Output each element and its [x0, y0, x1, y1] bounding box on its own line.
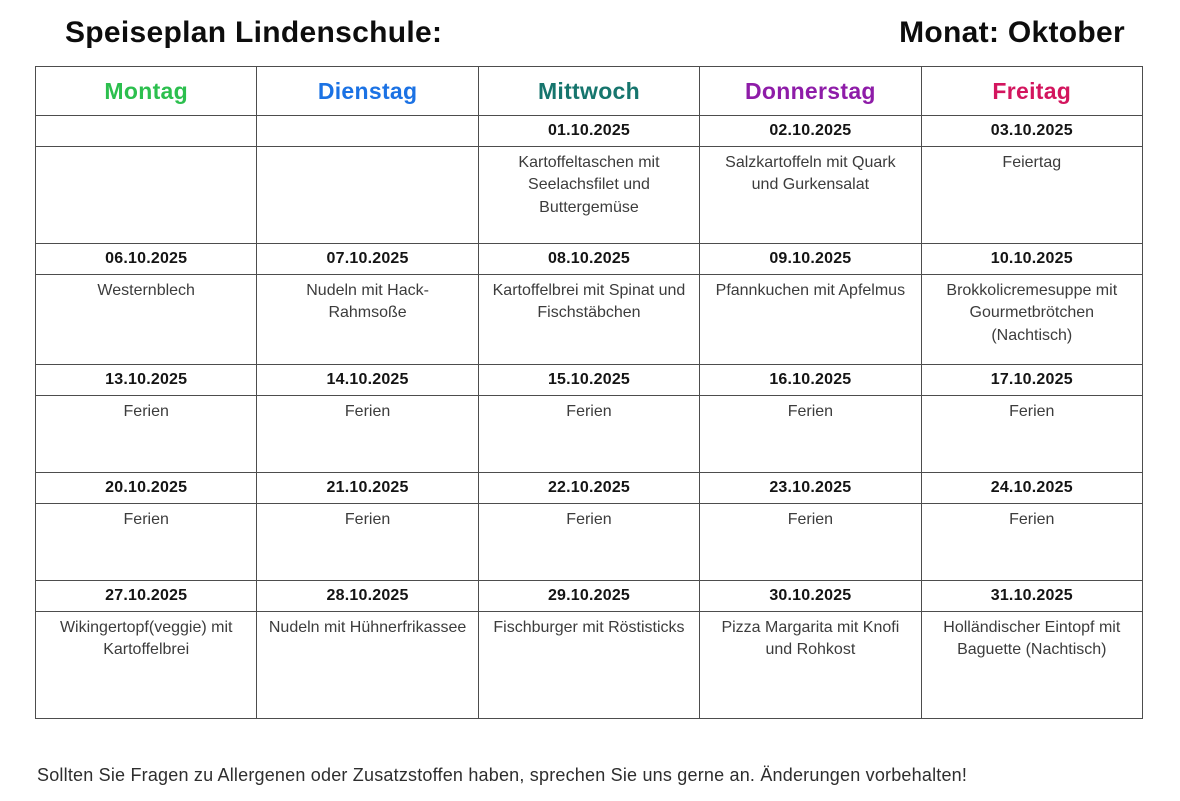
meal-cell: Holländischer Eintopf mit Baguette (Nachtisch) [921, 612, 1142, 719]
meal-cell: Nudeln mit Hack-Rahmsoße [257, 275, 478, 365]
meal-row-week5 [36, 612, 1143, 719]
date-cell: 27.10.2025 [36, 581, 257, 612]
date-cell: 24.10.2025 [921, 473, 1142, 504]
column-header-donnerstag: Donnerstag [700, 67, 921, 116]
meal-cell [257, 147, 478, 244]
date-cell: 20.10.2025 [36, 473, 257, 504]
meal-cell: Ferien [36, 504, 257, 581]
date-cell: 01.10.2025 [478, 116, 699, 147]
date-cell [36, 116, 257, 147]
date-cell [257, 116, 478, 147]
date-cell: 17.10.2025 [921, 365, 1142, 396]
date-cell: 10.10.2025 [921, 244, 1142, 275]
meal-cell: Salzkartoffeln mit Quark und Gurkensalat [700, 147, 921, 244]
date-cell: 31.10.2025 [921, 581, 1142, 612]
date-cell: 23.10.2025 [700, 473, 921, 504]
meal-cell: Ferien [257, 396, 478, 473]
date-cell: 30.10.2025 [700, 581, 921, 612]
meal-cell: Ferien [700, 504, 921, 581]
date-cell: 09.10.2025 [700, 244, 921, 275]
page-title: Speiseplan Lindenschule: [65, 16, 443, 49]
meal-cell: Fischburger mit Röstisticks [478, 612, 699, 719]
meal-row-week2 [36, 275, 1143, 365]
meal-cell: Nudeln mit Hühnerfrikassee [257, 612, 478, 719]
meal-cell: Ferien [478, 396, 699, 473]
meal-cell: Kartoffelbrei mit Spinat und Fischstäbchen [478, 275, 699, 365]
date-row-week4 [36, 473, 1143, 504]
date-cell: 22.10.2025 [478, 473, 699, 504]
footer-note: Sollten Sie Fragen zu Allergenen oder Zusatzstoffen haben, sprechen Sie uns gerne an. Änderungen vorbehalten! [37, 765, 968, 785]
meal-cell: Ferien [921, 396, 1142, 473]
date-cell: 29.10.2025 [478, 581, 699, 612]
meal-cell: Brokkolicremesuppe mit Gourmetbrötchen (Nachtisch) [921, 275, 1142, 365]
date-cell: 13.10.2025 [36, 365, 257, 396]
date-cell: 03.10.2025 [921, 116, 1142, 147]
meal-row-week3 [36, 396, 1143, 473]
column-header-mittwoch: Mittwoch [478, 67, 699, 116]
month-title: Monat: Oktober [899, 16, 1125, 49]
meal-cell: Ferien [700, 396, 921, 473]
meal-cell: Ferien [921, 504, 1142, 581]
title-bar [0, 0, 1180, 50]
date-cell: 28.10.2025 [257, 581, 478, 612]
date-row-week1 [36, 116, 1143, 147]
date-cell: 21.10.2025 [257, 473, 478, 504]
meal-row-week4 [36, 504, 1143, 581]
date-cell: 16.10.2025 [700, 365, 921, 396]
weekday-header-row [36, 67, 1143, 116]
meal-plan-table [35, 66, 1143, 719]
date-cell: 07.10.2025 [257, 244, 478, 275]
meal-cell: Feiertag [921, 147, 1142, 244]
date-cell: 15.10.2025 [478, 365, 699, 396]
meal-cell: Wikingertopf(veggie) mit Kartoffelbrei [36, 612, 257, 719]
date-cell: 14.10.2025 [257, 365, 478, 396]
column-header-dienstag: Dienstag [257, 67, 478, 116]
date-row-week3 [36, 365, 1143, 396]
column-header-montag: Montag [36, 67, 257, 116]
meal-cell: Pfannkuchen mit Apfelmus [700, 275, 921, 365]
date-cell: 08.10.2025 [478, 244, 699, 275]
date-row-week5 [36, 581, 1143, 612]
meal-cell: Westernblech [36, 275, 257, 365]
meal-cell: Ferien [478, 504, 699, 581]
meal-cell: Pizza Margarita mit Knofi und Rohkost [700, 612, 921, 719]
column-header-freitag: Freitag [921, 67, 1142, 116]
date-cell: 02.10.2025 [700, 116, 921, 147]
date-row-week2 [36, 244, 1143, 275]
meal-cell [36, 147, 257, 244]
date-cell: 06.10.2025 [36, 244, 257, 275]
meal-cell: Kartoffeltaschen mit Seelachsfilet und Buttergemüse [478, 147, 699, 244]
meal-cell: Ferien [36, 396, 257, 473]
meal-cell: Ferien [257, 504, 478, 581]
meal-row-week1 [36, 147, 1143, 244]
